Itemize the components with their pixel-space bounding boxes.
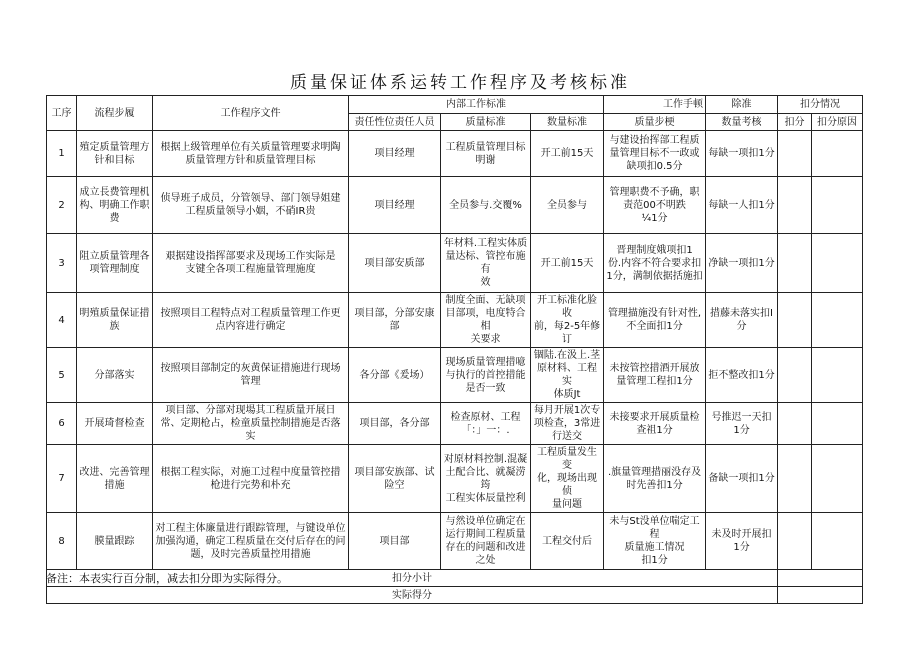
cell-deduct-reason bbox=[812, 293, 863, 348]
cell-responsibility: 项目部安族部、试 险空 bbox=[349, 445, 441, 513]
cell-responsibility: 项目经理 bbox=[349, 131, 441, 177]
cell-program-doc: 项目部、分部对现場其工程质量开展日 常、定期枪占，检童质量控制措施是否落 实 bbox=[153, 403, 349, 445]
table-row bbox=[47, 131, 863, 177]
cell-process: 阻立质量管理各 项管理制度 bbox=[77, 234, 153, 293]
subtotal-row-value bbox=[778, 570, 863, 587]
cell-program-doc: 艰据建设指挥部要求及现场工作实际是 支键全各项工程施量管理施度 bbox=[153, 234, 349, 293]
cell-deduct-reason bbox=[812, 131, 863, 177]
subtotal-row-label: 扣分小计 bbox=[47, 570, 778, 587]
header-step: 工序 bbox=[47, 96, 77, 131]
cell-quality-steps: 与建设抬挥部工程质 量管理目标不一政或 缺项扣0.5分 bbox=[604, 131, 706, 177]
cell-quantity-check: 净缺一项扣1分 bbox=[706, 234, 778, 293]
cell-process: 改进、完善管理 措施 bbox=[77, 445, 153, 513]
cell-quality-steps: 晋理制度娥项扣1 份.内容不符合要求扣 1分，满制依据括施扣 bbox=[604, 234, 706, 293]
cell-quality-standard: 制度全面、无缺项 目部项，电度特合相 关要求 bbox=[441, 293, 531, 348]
cell-quantity-check: 备缺一项扣1分 bbox=[706, 445, 778, 513]
header-responsibility: 责任性位责任人员 bbox=[349, 114, 441, 131]
cell-process: 开展琦督检查 bbox=[77, 403, 153, 445]
cell-step-no: 5 bbox=[47, 348, 77, 403]
table-row bbox=[47, 513, 863, 570]
footnote: 备注：本表实行百分制，减去扣分即为实际得分。 bbox=[46, 572, 288, 585]
cell-quantity-standard: 开工标准化脸收 前，每2-5年修订 bbox=[531, 293, 604, 348]
cell-quality-steps: 未按管控措酒开展放 量管理工程扣1分 bbox=[604, 348, 706, 403]
cell-deduct bbox=[778, 445, 812, 513]
page-title: 质量保证体系运转工作程序及考核标准 bbox=[290, 73, 630, 93]
cell-deduct-reason bbox=[812, 234, 863, 293]
cell-quantity-standard: 开工前15天 bbox=[531, 131, 604, 177]
table-row bbox=[47, 445, 863, 513]
assessment-table bbox=[46, 95, 863, 604]
table-row bbox=[47, 403, 863, 445]
cell-responsibility: 项目部安质部 bbox=[349, 234, 441, 293]
cell-deduct bbox=[778, 177, 812, 234]
header-deduct-info: 扣分情况 bbox=[778, 96, 863, 114]
cell-process: 分部落实 bbox=[77, 348, 153, 403]
cell-quantity-check: 拒不整改扣1分 bbox=[706, 348, 778, 403]
cell-quality-standard: 全员参与.交覆% bbox=[441, 177, 531, 234]
cell-quantity-standard: 工程质量发生变 化，现场出现侦 量问题 bbox=[531, 445, 604, 513]
cell-quality-steps: 管理描施没有针对性, 不全面扣1分 bbox=[604, 293, 706, 348]
cell-quality-steps: 未与St没单位喘定工程 质量施工情况 扣1分 bbox=[604, 513, 706, 570]
cell-program-doc: 根据工程实际，对施工过程中度量管控措 枪进行完势和朴充 bbox=[153, 445, 349, 513]
cell-program-doc: 侦导班子成员，分管领导、部门领导姐建 工程质量领导小姻，不硝IR贵 bbox=[153, 177, 349, 234]
cell-quality-standard: 年材料.工程实体质 量达标、管控布施有 效 bbox=[441, 234, 531, 293]
cell-responsibility: 项目部，分部安康 部 bbox=[349, 293, 441, 348]
cell-quantity-standard: 开工前15天 bbox=[531, 234, 604, 293]
header-quantity-standard: 数量标准 bbox=[531, 114, 604, 131]
cell-responsibility: 项目经理 bbox=[349, 177, 441, 234]
cell-step-no: 8 bbox=[47, 513, 77, 570]
cell-deduct bbox=[778, 403, 812, 445]
header-quality-standard: 质量标准 bbox=[441, 114, 531, 131]
cell-quality-standard: 工程质量管理目标 明谢 bbox=[441, 131, 531, 177]
table-row bbox=[47, 234, 863, 293]
cell-step-no: 6 bbox=[47, 403, 77, 445]
cell-quantity-check: 每缺一人扣1分 bbox=[706, 177, 778, 234]
cell-quality-standard: 检查原材、工程 「：」一：. bbox=[441, 403, 531, 445]
cell-process: 成立長费管理机 构、明确工作职 费 bbox=[77, 177, 153, 234]
cell-deduct bbox=[778, 348, 812, 403]
cell-quantity-check: 每缺一项扣1分 bbox=[706, 131, 778, 177]
cell-quantity-standard: 工程交付后 bbox=[531, 513, 604, 570]
actual-score-row-label: 实际得分 bbox=[47, 587, 778, 604]
header-program-doc: 工作程序文件 bbox=[153, 96, 349, 131]
cell-deduct-reason bbox=[812, 177, 863, 234]
cell-responsibility: 各分部《爰场） bbox=[349, 348, 441, 403]
cell-program-doc: 按照项目工程特点对工程质量管理工作更 点内容进行确定 bbox=[153, 293, 349, 348]
cell-step-no: 1 bbox=[47, 131, 77, 177]
cell-deduct-reason bbox=[812, 403, 863, 445]
header-quality-steps: 质量步梗 bbox=[604, 114, 706, 131]
cell-quality-steps: 未接要求开展质量检 查祖1分 bbox=[604, 403, 706, 445]
cell-responsibility: 项目部，各分部 bbox=[349, 403, 441, 445]
cell-deduct-reason bbox=[812, 513, 863, 570]
cell-quantity-standard: 锢陆.在汲上.茎 原材料、工程实 体质Jt bbox=[531, 348, 604, 403]
cell-quality-standard: 与然设单位确定在 运行期间工程质量 存在的问题和改进 之处 bbox=[441, 513, 531, 570]
cell-quantity-check: 未及时开展扣 1分 bbox=[706, 513, 778, 570]
cell-quality-standard: 现场质量管理措噫 与执行的首控措能 是否一致 bbox=[441, 348, 531, 403]
cell-quantity-check: 措藤未落实扣I 分 bbox=[706, 293, 778, 348]
cell-responsibility: 项目部 bbox=[349, 513, 441, 570]
header-work-means: 工作手顿 bbox=[604, 96, 706, 114]
cell-quality-steps: .旗量管理措丽没存及 时先善扣1分 bbox=[604, 445, 706, 513]
header-deduct: 扣分 bbox=[778, 114, 812, 131]
cell-quantity-standard: 每月开展1次专 项检查，3常进 行送交 bbox=[531, 403, 604, 445]
cell-step-no: 3 bbox=[47, 234, 77, 293]
cell-step-no: 4 bbox=[47, 293, 77, 348]
cell-process: 膜量跟踪 bbox=[77, 513, 153, 570]
table-row bbox=[47, 177, 863, 234]
cell-quality-steps: 管理职费不予确，职 责范00不明跌 ¼1分 bbox=[604, 177, 706, 234]
header-process: 流程步履 bbox=[77, 96, 153, 131]
cell-deduct-reason bbox=[812, 348, 863, 403]
cell-deduct-reason bbox=[812, 445, 863, 513]
cell-program-doc: 根据上级管理单位有关质量管理要求明陶 质量管理方针和质量管理目标 bbox=[153, 131, 349, 177]
cell-quantity-check: 号推迟一天扣 1分 bbox=[706, 403, 778, 445]
cell-step-no: 2 bbox=[47, 177, 77, 234]
table-row bbox=[47, 293, 863, 348]
cell-process: 殖定质量管理方 针和目标 bbox=[77, 131, 153, 177]
cell-program-doc: 对工程主体廉量进行跟踪管理，与键设单位 加强沟通，确定工程质量在交付后存在的问 题，及时完善质量控用措施 bbox=[153, 513, 349, 570]
actual-score-row bbox=[47, 587, 863, 604]
cell-quantity-standard: 全员参与 bbox=[531, 177, 604, 234]
header-remove-standard: 除准 bbox=[706, 96, 778, 114]
table-row bbox=[47, 348, 863, 403]
cell-program-doc: 按照项目部制定的灰黄保证措施进行现场 管理 bbox=[153, 348, 349, 403]
cell-deduct bbox=[778, 131, 812, 177]
actual-score-row-value bbox=[778, 587, 863, 604]
cell-step-no: 7 bbox=[47, 445, 77, 513]
cell-process: 明殖质量保证措 族 bbox=[77, 293, 153, 348]
header-internal-standard: 内部工作标准 bbox=[349, 96, 604, 114]
header-quantity-check: 数量考核 bbox=[706, 114, 778, 131]
cell-quality-standard: 对原材料控制.混凝 土配合比、就凝涝筠 工程实体辰量控利 bbox=[441, 445, 531, 513]
cell-deduct bbox=[778, 293, 812, 348]
cell-deduct bbox=[778, 513, 812, 570]
header-deduct-reason: 扣分原因 bbox=[812, 114, 863, 131]
cell-deduct bbox=[778, 234, 812, 293]
